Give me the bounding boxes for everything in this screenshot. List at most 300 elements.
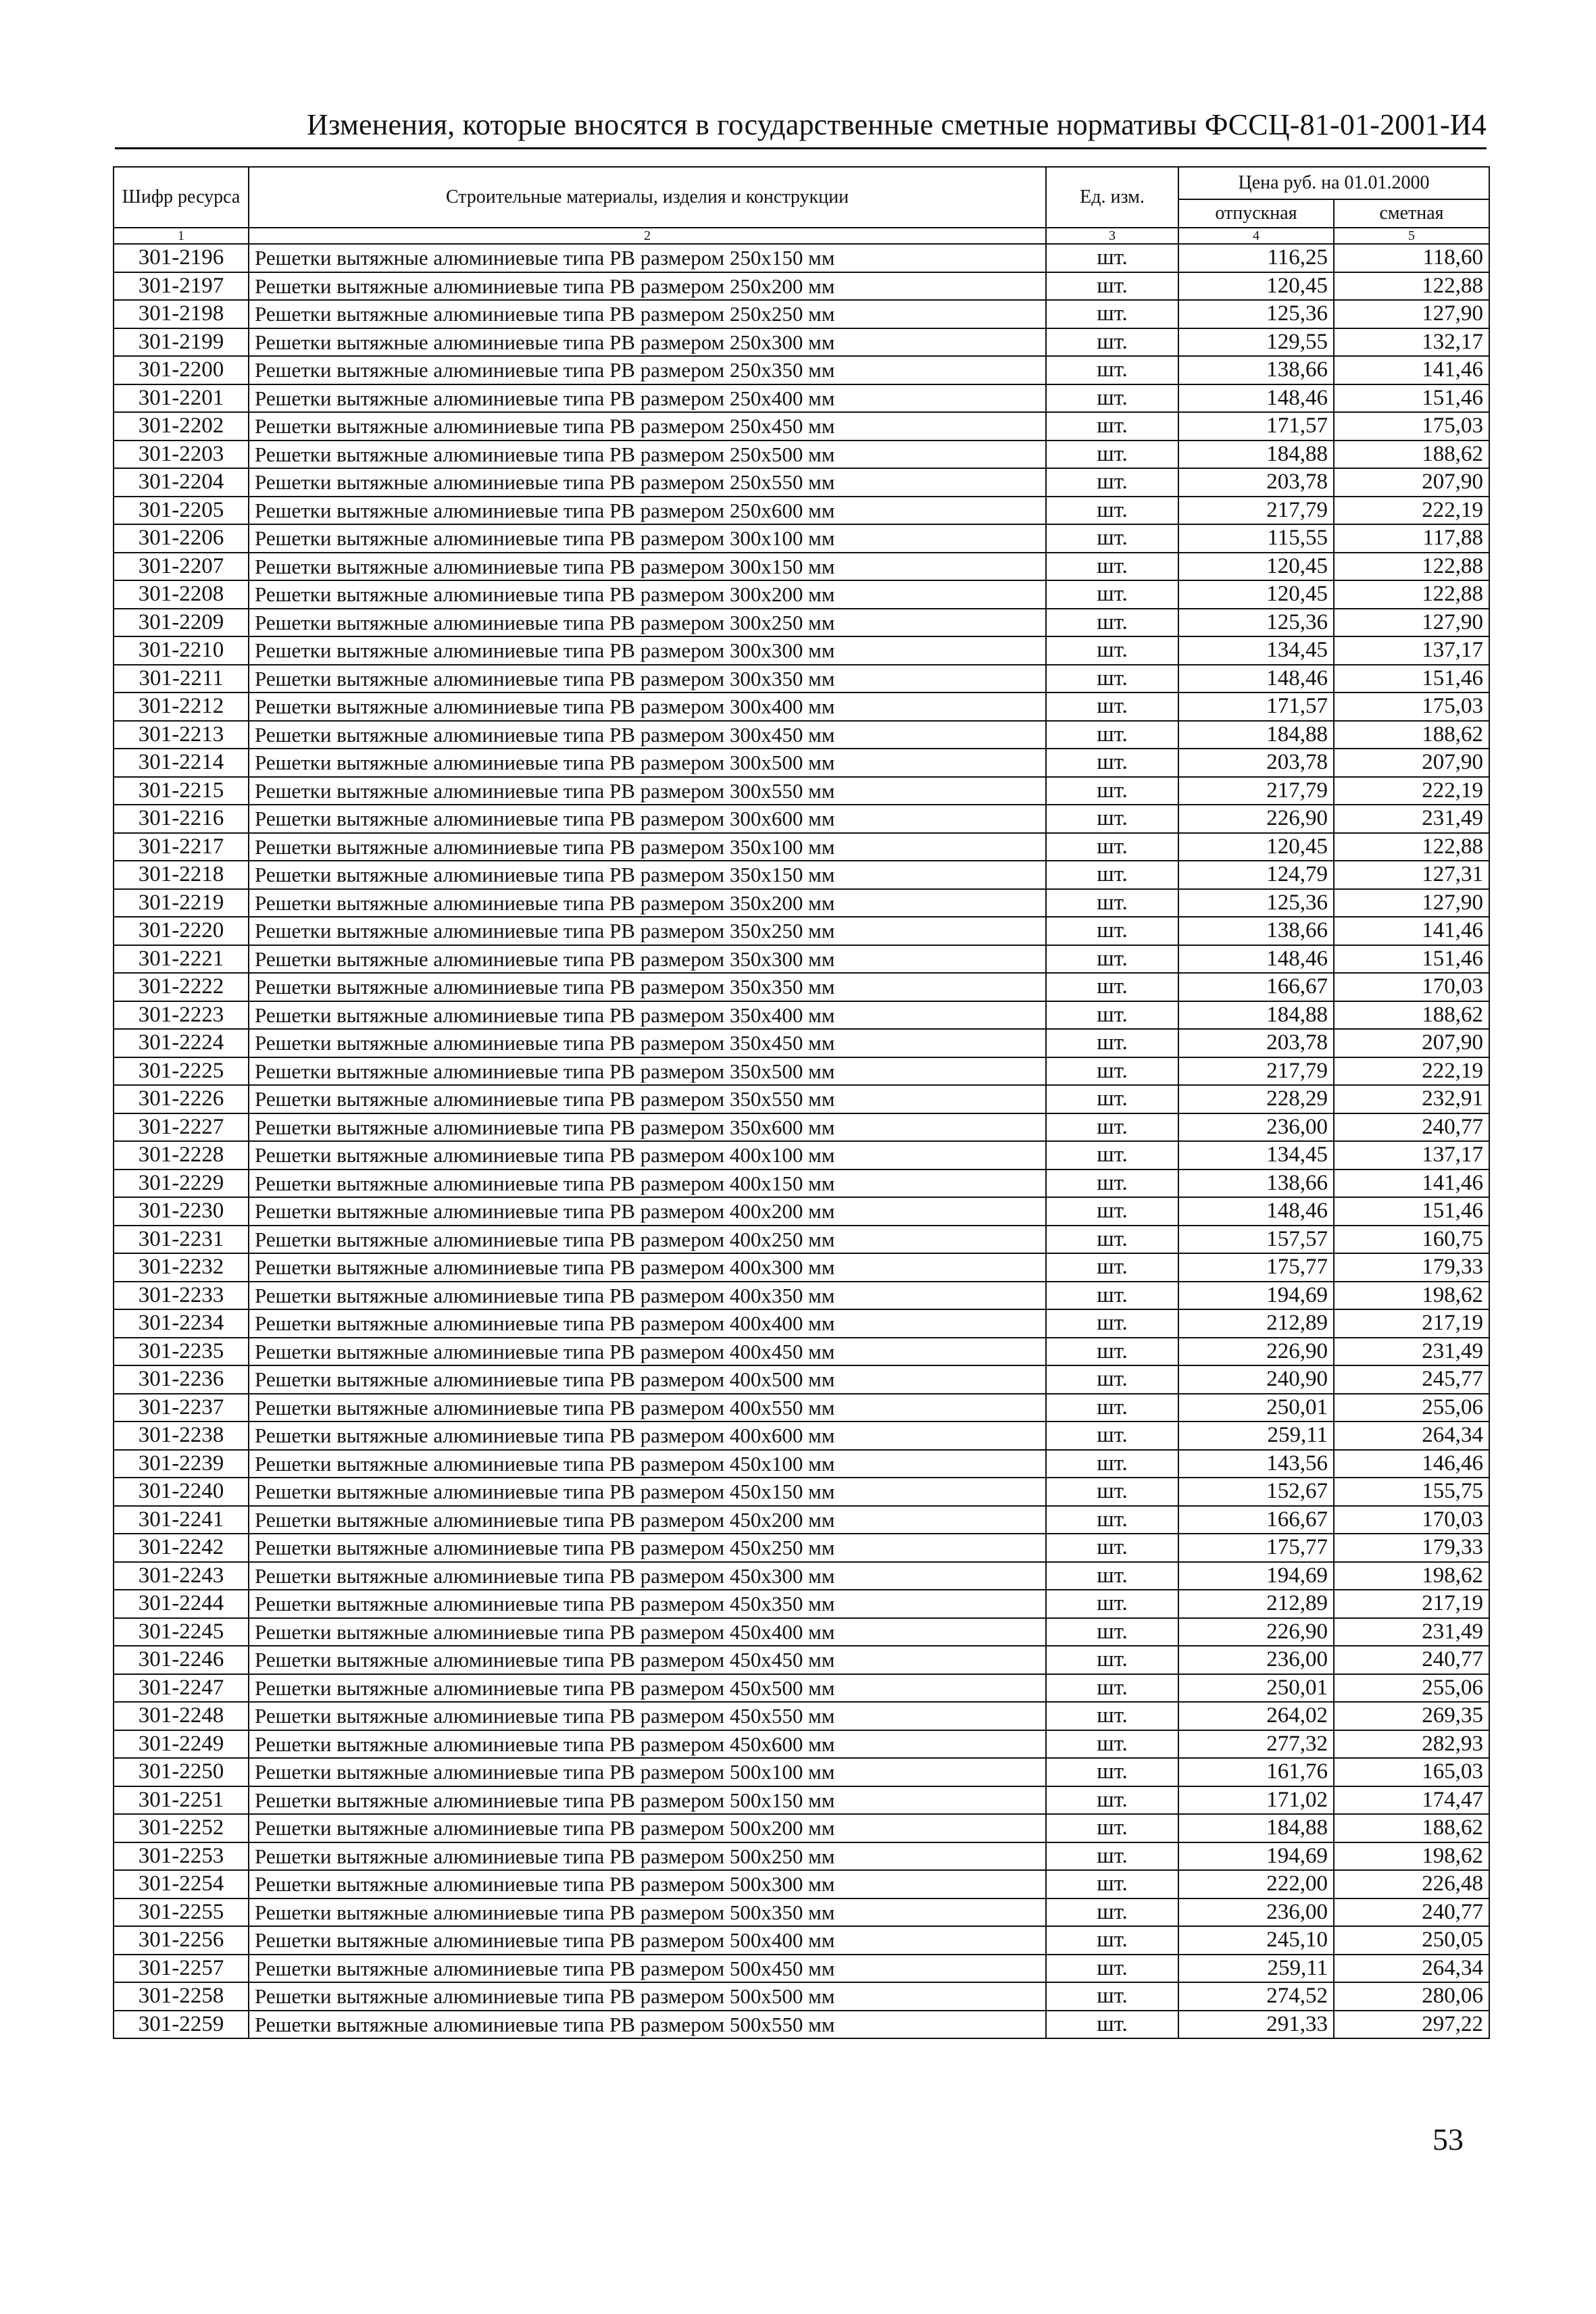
release-price-cell: 143,56 (1178, 1450, 1334, 1478)
table-row (114, 1786, 1489, 1815)
release-price-cell: 161,76 (1178, 1758, 1334, 1786)
material-name-cell: Решетки вытяжные алюминиевые типа РВ размером 500х400 мм (249, 1926, 1046, 1955)
page-header (115, 107, 1487, 149)
material-name-cell: Решетки вытяжные алюминиевые типа РВ размером 450х150 мм (249, 1478, 1046, 1506)
material-name-cell: Решетки вытяжные алюминиевые типа РВ размером 250х200 мм (249, 272, 1046, 301)
unit-cell: шт. (1046, 1309, 1178, 1338)
release-price-cell: 148,46 (1178, 945, 1334, 974)
estimate-price-cell: 188,62 (1334, 441, 1489, 469)
resource-code-cell: 301-2198 (114, 300, 249, 328)
material-name-cell: Решетки вытяжные алюминиевые типа РВ размером 350х550 мм (249, 1085, 1046, 1113)
resource-code-cell: 301-2222 (114, 973, 249, 1001)
unit-cell: шт. (1046, 2011, 1178, 2039)
table-row (114, 412, 1489, 441)
material-name-cell: Решетки вытяжные алюминиевые типа РВ размером 500х450 мм (249, 1955, 1046, 1983)
material-name-cell: Решетки вытяжные алюминиевые типа РВ размером 300х550 мм (249, 777, 1046, 805)
material-name-cell: Решетки вытяжные алюминиевые типа РВ размером 400х250 мм (249, 1226, 1046, 1254)
table-row (114, 636, 1489, 665)
resource-code-cell: 301-2215 (114, 777, 249, 805)
release-price-cell: 259,11 (1178, 1955, 1334, 1983)
table-row (114, 244, 1489, 272)
unit-cell: шт. (1046, 1926, 1178, 1955)
estimate-price-cell: 165,03 (1334, 1758, 1489, 1786)
release-price-cell: 120,45 (1178, 580, 1334, 609)
release-price-cell: 124,79 (1178, 861, 1334, 889)
resource-code-cell: 301-2210 (114, 636, 249, 665)
table-row (114, 441, 1489, 469)
release-price-cell: 120,45 (1178, 833, 1334, 861)
material-name-cell: Решетки вытяжные алюминиевые типа РВ размером 300х100 мм (249, 524, 1046, 553)
material-name-cell: Решетки вытяжные алюминиевые типа РВ размером 450х300 мм (249, 1562, 1046, 1590)
header-code: Шифр ресурса (114, 167, 249, 228)
estimate-price-cell: 255,06 (1334, 1674, 1489, 1703)
unit-cell: шт. (1046, 1478, 1178, 1506)
unit-cell: шт. (1046, 777, 1178, 805)
material-name-cell: Решетки вытяжные алюминиевые типа РВ размером 350х150 мм (249, 861, 1046, 889)
unit-cell: шт. (1046, 1029, 1178, 1057)
unit-cell: шт. (1046, 636, 1178, 665)
release-price-cell: 120,45 (1178, 553, 1334, 581)
table-row (114, 1422, 1489, 1450)
table-row (114, 1506, 1489, 1534)
release-price-cell: 264,02 (1178, 1702, 1334, 1730)
header-estimate: сметная (1334, 199, 1489, 228)
estimate-price-cell: 280,06 (1334, 1982, 1489, 2011)
table-row (114, 749, 1489, 777)
estimate-price-cell: 231,49 (1334, 1338, 1489, 1366)
estimate-price-cell: 127,90 (1334, 300, 1489, 328)
table-row (114, 721, 1489, 749)
resource-code-cell: 301-2199 (114, 328, 249, 357)
resource-code-cell: 301-2217 (114, 833, 249, 861)
table-row (114, 1394, 1489, 1422)
unit-cell: шт. (1046, 1898, 1178, 1927)
unit-cell: шт. (1046, 1365, 1178, 1394)
table-row (114, 1057, 1489, 1086)
estimate-price-cell: 132,17 (1334, 328, 1489, 357)
unit-cell: шт. (1046, 524, 1178, 553)
material-name-cell: Решетки вытяжные алюминиевые типа РВ размером 300х500 мм (249, 749, 1046, 777)
unit-cell: шт. (1046, 833, 1178, 861)
release-price-cell: 125,36 (1178, 889, 1334, 917)
release-price-cell: 125,36 (1178, 300, 1334, 328)
release-price-cell: 157,57 (1178, 1226, 1334, 1254)
table-row (114, 693, 1489, 721)
unit-cell: шт. (1046, 1141, 1178, 1169)
unit-cell: шт. (1046, 1730, 1178, 1759)
material-name-cell: Решетки вытяжные алюминиевые типа РВ размером 250х600 мм (249, 497, 1046, 525)
material-name-cell: Решетки вытяжные алюминиевые типа РВ размером 300х300 мм (249, 636, 1046, 665)
table-row (114, 1478, 1489, 1506)
resource-code-cell: 301-2216 (114, 805, 249, 833)
table-row (114, 328, 1489, 357)
resource-code-cell: 301-2226 (114, 1085, 249, 1113)
resource-code-cell: 301-2258 (114, 1982, 249, 2011)
material-name-cell: Решетки вытяжные алюминиевые типа РВ размером 450х600 мм (249, 1730, 1046, 1759)
estimate-price-cell: 170,03 (1334, 1506, 1489, 1534)
unit-cell: шт. (1046, 328, 1178, 357)
estimate-price-cell: 122,88 (1334, 272, 1489, 301)
unit-cell: шт. (1046, 1562, 1178, 1590)
material-name-cell: Решетки вытяжные алюминиевые типа РВ размером 250х350 мм (249, 356, 1046, 384)
material-name-cell: Решетки вытяжные алюминиевые типа РВ размером 350х450 мм (249, 1029, 1046, 1057)
estimate-price-cell: 188,62 (1334, 1001, 1489, 1030)
table-row (114, 1982, 1489, 2011)
estimate-price-cell: 122,88 (1334, 553, 1489, 581)
release-price-cell: 277,32 (1178, 1730, 1334, 1759)
table-row (114, 1534, 1489, 1562)
material-name-cell: Решетки вытяжные алюминиевые типа РВ размером 300х400 мм (249, 693, 1046, 721)
unit-cell: шт. (1046, 1282, 1178, 1310)
release-price-cell: 175,77 (1178, 1253, 1334, 1282)
resource-code-cell: 301-2206 (114, 524, 249, 553)
resource-code-cell: 301-2239 (114, 1450, 249, 1478)
release-price-cell: 184,88 (1178, 1814, 1334, 1842)
release-price-cell: 250,01 (1178, 1394, 1334, 1422)
resource-code-cell: 301-2221 (114, 945, 249, 974)
resource-code-cell: 301-2236 (114, 1365, 249, 1394)
unit-cell: шт. (1046, 721, 1178, 749)
estimate-price-cell: 155,75 (1334, 1478, 1489, 1506)
release-price-cell: 236,00 (1178, 1113, 1334, 1142)
table-row (114, 1085, 1489, 1113)
table-row (114, 1001, 1489, 1030)
table-row (114, 1590, 1489, 1618)
resource-code-cell: 301-2200 (114, 356, 249, 384)
resource-code-cell: 301-2244 (114, 1590, 249, 1618)
resource-code-cell: 301-2230 (114, 1197, 249, 1226)
estimate-price-cell: 269,35 (1334, 1702, 1489, 1730)
unit-cell: шт. (1046, 412, 1178, 441)
material-name-cell: Решетки вытяжные алюминиевые типа РВ размером 400х450 мм (249, 1338, 1046, 1366)
unit-cell: шт. (1046, 1394, 1178, 1422)
estimate-price-cell: 127,90 (1334, 889, 1489, 917)
estimate-price-cell: 137,17 (1334, 1141, 1489, 1169)
estimate-price-cell: 240,77 (1334, 1113, 1489, 1142)
estimate-price-cell: 151,46 (1334, 1197, 1489, 1226)
release-price-cell: 152,67 (1178, 1478, 1334, 1506)
material-name-cell: Решетки вытяжные алюминиевые типа РВ размером 250х500 мм (249, 441, 1046, 469)
material-name-cell: Решетки вытяжные алюминиевые типа РВ размером 500х250 мм (249, 1842, 1046, 1871)
material-name-cell: Решетки вытяжные алюминиевые типа РВ размером 400х300 мм (249, 1253, 1046, 1282)
resource-code-cell: 301-2214 (114, 749, 249, 777)
estimate-price-cell: 232,91 (1334, 1085, 1489, 1113)
resource-code-cell: 301-2251 (114, 1786, 249, 1815)
material-name-cell: Решетки вытяжные алюминиевые типа РВ размером 400х400 мм (249, 1309, 1046, 1338)
resource-code-cell: 301-2227 (114, 1113, 249, 1142)
resource-code-cell: 301-2235 (114, 1338, 249, 1366)
unit-cell: шт. (1046, 1870, 1178, 1898)
table-row (114, 1730, 1489, 1759)
unit-cell: шт. (1046, 1338, 1178, 1366)
material-name-cell: Решетки вытяжные алюминиевые типа РВ размером 500х150 мм (249, 1786, 1046, 1815)
resource-code-cell: 301-2204 (114, 468, 249, 497)
release-price-cell: 217,79 (1178, 777, 1334, 805)
price-table (113, 166, 1490, 2039)
release-price-cell: 226,90 (1178, 1618, 1334, 1646)
unit-cell: шт. (1046, 805, 1178, 833)
estimate-price-cell: 222,19 (1334, 777, 1489, 805)
estimate-price-cell: 240,77 (1334, 1898, 1489, 1927)
material-name-cell: Решетки вытяжные алюминиевые типа РВ размером 250х300 мм (249, 328, 1046, 357)
resource-code-cell: 301-2219 (114, 889, 249, 917)
estimate-price-cell: 297,22 (1334, 2011, 1489, 2039)
estimate-price-cell: 146,46 (1334, 1450, 1489, 1478)
release-price-cell: 203,78 (1178, 1029, 1334, 1057)
resource-code-cell: 301-2248 (114, 1702, 249, 1730)
release-price-cell: 171,02 (1178, 1786, 1334, 1815)
resource-code-cell: 301-2259 (114, 2011, 249, 2039)
material-name-cell: Решетки вытяжные алюминиевые типа РВ размером 300х350 мм (249, 665, 1046, 693)
unit-cell: шт. (1046, 244, 1178, 272)
release-price-cell: 148,46 (1178, 1197, 1334, 1226)
release-price-cell: 217,79 (1178, 497, 1334, 525)
material-name-cell: Решетки вытяжные алюминиевые типа РВ размером 300х200 мм (249, 580, 1046, 609)
column-number: 3 (1046, 228, 1178, 244)
column-number: 4 (1178, 228, 1334, 244)
release-price-cell: 116,25 (1178, 244, 1334, 272)
material-name-cell: Решетки вытяжные алюминиевые типа РВ размером 350х300 мм (249, 945, 1046, 974)
release-price-cell: 120,45 (1178, 272, 1334, 301)
material-name-cell: Решетки вытяжные алюминиевые типа РВ размером 450х400 мм (249, 1618, 1046, 1646)
material-name-cell: Решетки вытяжные алюминиевые типа РВ размером 450х100 мм (249, 1450, 1046, 1478)
table-row (114, 861, 1489, 889)
estimate-price-cell: 226,48 (1334, 1870, 1489, 1898)
table-row (114, 973, 1489, 1001)
release-price-cell: 222,00 (1178, 1870, 1334, 1898)
estimate-price-cell: 160,75 (1334, 1226, 1489, 1254)
resource-code-cell: 301-2225 (114, 1057, 249, 1086)
material-name-cell: Решетки вытяжные алюминиевые типа РВ размером 350х250 мм (249, 917, 1046, 945)
resource-code-cell: 301-2255 (114, 1898, 249, 1927)
unit-cell: шт. (1046, 441, 1178, 469)
release-price-cell: 194,69 (1178, 1842, 1334, 1871)
table-row (114, 665, 1489, 693)
unit-cell: шт. (1046, 1197, 1178, 1226)
resource-code-cell: 301-2220 (114, 917, 249, 945)
release-price-cell: 212,89 (1178, 1590, 1334, 1618)
material-name-cell: Решетки вытяжные алюминиевые типа РВ размером 300х250 мм (249, 609, 1046, 637)
table-row (114, 1898, 1489, 1927)
material-name-cell: Решетки вытяжные алюминиевые типа РВ размером 300х600 мм (249, 805, 1046, 833)
estimate-price-cell: 222,19 (1334, 497, 1489, 525)
release-price-cell: 245,10 (1178, 1926, 1334, 1955)
resource-code-cell: 301-2238 (114, 1422, 249, 1450)
unit-cell: шт. (1046, 889, 1178, 917)
release-price-cell: 171,57 (1178, 693, 1334, 721)
material-name-cell: Решетки вытяжные алюминиевые типа РВ размером 250х150 мм (249, 244, 1046, 272)
table-row (114, 524, 1489, 553)
table-row (114, 580, 1489, 609)
estimate-price-cell: 255,06 (1334, 1394, 1489, 1422)
table-row (114, 1365, 1489, 1394)
unit-cell: шт. (1046, 609, 1178, 637)
estimate-price-cell: 245,77 (1334, 1365, 1489, 1394)
estimate-price-cell: 282,93 (1334, 1730, 1489, 1759)
estimate-price-cell: 127,31 (1334, 861, 1489, 889)
release-price-cell: 291,33 (1178, 2011, 1334, 2039)
estimate-price-cell: 264,34 (1334, 1422, 1489, 1450)
resource-code-cell: 301-2241 (114, 1506, 249, 1534)
release-price-cell: 134,45 (1178, 636, 1334, 665)
unit-cell: шт. (1046, 1113, 1178, 1142)
resource-code-cell: 301-2208 (114, 580, 249, 609)
estimate-price-cell: 122,88 (1334, 580, 1489, 609)
material-name-cell: Решетки вытяжные алюминиевые типа РВ размером 300х450 мм (249, 721, 1046, 749)
release-price-cell: 184,88 (1178, 721, 1334, 749)
resource-code-cell: 301-2237 (114, 1394, 249, 1422)
material-name-cell: Решетки вытяжные алюминиевые типа РВ размером 400х350 мм (249, 1282, 1046, 1310)
unit-cell: шт. (1046, 1618, 1178, 1646)
release-price-cell: 148,46 (1178, 384, 1334, 413)
estimate-price-cell: 198,62 (1334, 1842, 1489, 1871)
material-name-cell: Решетки вытяжные алюминиевые типа РВ размером 500х300 мм (249, 1870, 1046, 1898)
release-price-cell: 203,78 (1178, 468, 1334, 497)
unit-cell: шт. (1046, 1450, 1178, 1478)
estimate-price-cell: 141,46 (1334, 356, 1489, 384)
release-price-cell: 217,79 (1178, 1057, 1334, 1086)
table-row (114, 1197, 1489, 1226)
material-name-cell: Решетки вытяжные алюминиевые типа РВ размером 450х550 мм (249, 1702, 1046, 1730)
table-row (114, 1226, 1489, 1254)
material-name-cell: Решетки вытяжные алюминиевые типа РВ размером 400х500 мм (249, 1365, 1046, 1394)
release-price-cell: 148,46 (1178, 665, 1334, 693)
release-price-cell: 134,45 (1178, 1141, 1334, 1169)
resource-code-cell: 301-2245 (114, 1618, 249, 1646)
estimate-price-cell: 117,88 (1334, 524, 1489, 553)
table-row (114, 1955, 1489, 1983)
table-row (114, 468, 1489, 497)
material-name-cell: Решетки вытяжные алюминиевые типа РВ размером 500х200 мм (249, 1814, 1046, 1842)
estimate-price-cell: 174,47 (1334, 1786, 1489, 1815)
resource-code-cell: 301-2233 (114, 1282, 249, 1310)
estimate-price-cell: 207,90 (1334, 1029, 1489, 1057)
table-body (114, 244, 1489, 2038)
unit-cell: шт. (1046, 1702, 1178, 1730)
material-name-cell: Решетки вытяжные алюминиевые типа РВ размером 250х450 мм (249, 412, 1046, 441)
unit-cell: шт. (1046, 468, 1178, 497)
unit-cell: шт. (1046, 272, 1178, 301)
material-name-cell: Решетки вытяжные алюминиевые типа РВ размером 450х450 мм (249, 1646, 1046, 1674)
release-price-cell: 226,90 (1178, 805, 1334, 833)
table-row (114, 2011, 1489, 2039)
material-name-cell: Решетки вытяжные алюминиевые типа РВ размером 450х350 мм (249, 1590, 1046, 1618)
material-name-cell: Решетки вытяжные алюминиевые типа РВ размером 350х350 мм (249, 973, 1046, 1001)
release-price-cell: 194,69 (1178, 1562, 1334, 1590)
table-row (114, 777, 1489, 805)
estimate-price-cell: 207,90 (1334, 749, 1489, 777)
estimate-price-cell: 222,19 (1334, 1057, 1489, 1086)
unit-cell: шт. (1046, 553, 1178, 581)
material-name-cell: Решетки вытяжные алюминиевые типа РВ размером 250х550 мм (249, 468, 1046, 497)
release-price-cell: 259,11 (1178, 1422, 1334, 1450)
unit-cell: шт. (1046, 1506, 1178, 1534)
resource-code-cell: 301-2218 (114, 861, 249, 889)
unit-cell: шт. (1046, 1786, 1178, 1815)
material-name-cell: Решетки вытяжные алюминиевые типа РВ размером 300х150 мм (249, 553, 1046, 581)
page-title: Изменения, которые вносятся в государственные сметные нормативы ФССЦ-81-01-2001-И4 (307, 108, 1487, 141)
resource-code-cell: 301-2243 (114, 1562, 249, 1590)
header-unit: Ед. изм. (1046, 167, 1178, 228)
table-row (114, 1338, 1489, 1366)
resource-code-cell: 301-2250 (114, 1758, 249, 1786)
table-row (114, 272, 1489, 301)
resource-code-cell: 301-2213 (114, 721, 249, 749)
unit-cell: шт. (1046, 1842, 1178, 1871)
unit-cell: шт. (1046, 693, 1178, 721)
resource-code-cell: 301-2231 (114, 1226, 249, 1254)
resource-code-cell: 301-2212 (114, 693, 249, 721)
table-row (114, 805, 1489, 833)
estimate-price-cell: 141,46 (1334, 917, 1489, 945)
estimate-price-cell: 217,19 (1334, 1590, 1489, 1618)
estimate-price-cell: 240,77 (1334, 1646, 1489, 1674)
table-row (114, 1926, 1489, 1955)
resource-code-cell: 301-2196 (114, 244, 249, 272)
resource-code-cell: 301-2240 (114, 1478, 249, 1506)
release-price-cell: 138,66 (1178, 917, 1334, 945)
release-price-cell: 166,67 (1178, 1506, 1334, 1534)
material-name-cell: Решетки вытяжные алюминиевые типа РВ размером 350х100 мм (249, 833, 1046, 861)
release-price-cell: 175,77 (1178, 1534, 1334, 1562)
material-name-cell: Решетки вытяжные алюминиевые типа РВ размером 250х250 мм (249, 300, 1046, 328)
unit-cell: шт. (1046, 1674, 1178, 1703)
table-row (114, 945, 1489, 974)
estimate-price-cell: 217,19 (1334, 1309, 1489, 1338)
column-number: 5 (1334, 228, 1489, 244)
header-price: Цена руб. на 01.01.2000 (1178, 167, 1489, 199)
table-row (114, 1169, 1489, 1198)
table-row (114, 300, 1489, 328)
estimate-price-cell: 198,62 (1334, 1282, 1489, 1310)
unit-cell: шт. (1046, 1085, 1178, 1113)
release-price-cell: 184,88 (1178, 1001, 1334, 1030)
material-name-cell: Решетки вытяжные алюминиевые типа РВ размером 400х150 мм (249, 1169, 1046, 1198)
material-name-cell: Решетки вытяжные алюминиевые типа РВ размером 400х600 мм (249, 1422, 1046, 1450)
unit-cell: шт. (1046, 384, 1178, 413)
table-row (114, 1758, 1489, 1786)
release-price-cell: 228,29 (1178, 1085, 1334, 1113)
table-row (114, 1309, 1489, 1338)
unit-cell: шт. (1046, 917, 1178, 945)
resource-code-cell: 301-2228 (114, 1141, 249, 1169)
column-number: 1 (114, 228, 249, 244)
release-price-cell: 203,78 (1178, 749, 1334, 777)
table-row (114, 1814, 1489, 1842)
resource-code-cell: 301-2209 (114, 609, 249, 637)
table-row (114, 553, 1489, 581)
estimate-price-cell: 179,33 (1334, 1534, 1489, 1562)
header-name: Строительные материалы, изделия и конструкции (249, 167, 1046, 228)
estimate-price-cell: 175,03 (1334, 412, 1489, 441)
table-row (114, 833, 1489, 861)
unit-cell: шт. (1046, 1646, 1178, 1674)
unit-cell: шт. (1046, 1253, 1178, 1282)
material-name-cell: Решетки вытяжные алюминиевые типа РВ размером 350х200 мм (249, 889, 1046, 917)
table-row (114, 1562, 1489, 1590)
material-name-cell: Решетки вытяжные алюминиевые типа РВ размером 450х200 мм (249, 1506, 1046, 1534)
material-name-cell: Решетки вытяжные алюминиевые типа РВ размером 400х200 мм (249, 1197, 1046, 1226)
estimate-price-cell: 122,88 (1334, 833, 1489, 861)
unit-cell: шт. (1046, 1955, 1178, 1983)
release-price-cell: 171,57 (1178, 412, 1334, 441)
estimate-price-cell: 151,46 (1334, 384, 1489, 413)
unit-cell: шт. (1046, 1814, 1178, 1842)
material-name-cell: Решетки вытяжные алюминиевые типа РВ размером 350х400 мм (249, 1001, 1046, 1030)
material-name-cell: Решетки вытяжные алюминиевые типа РВ размером 400х550 мм (249, 1394, 1046, 1422)
table-row (114, 1702, 1489, 1730)
release-price-cell: 138,66 (1178, 1169, 1334, 1198)
